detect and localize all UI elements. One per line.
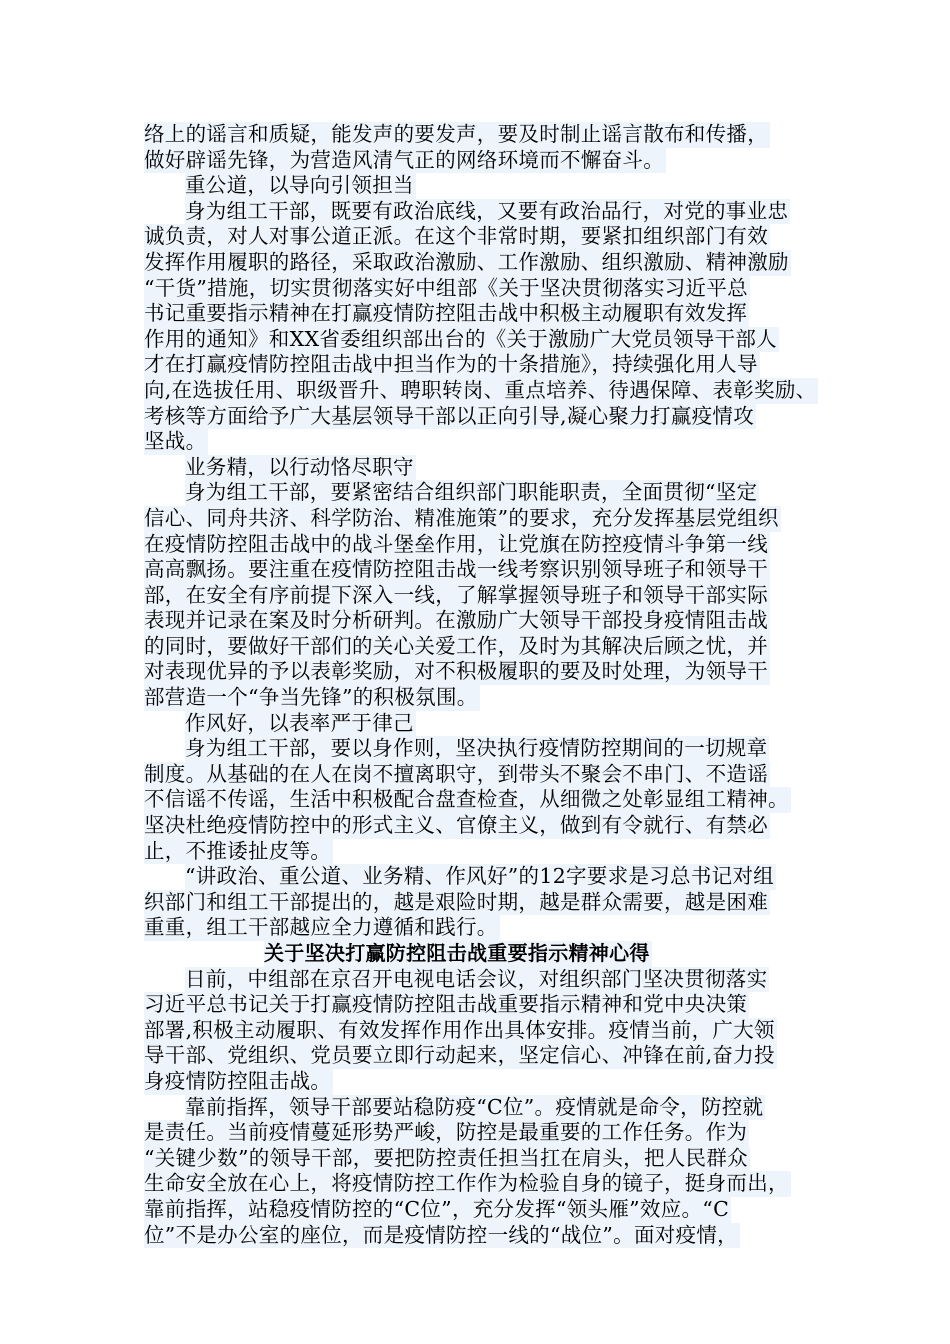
text-line-content: 坚决杜绝疫情防控中的形式主义、官僚主义，做到有令就行、有禁必: [144, 813, 768, 838]
text-line-content: 的同时，要做好干部们的关心关爱工作，及时为其解决后顾之忧，并: [144, 633, 768, 658]
text-line: [144, 506, 824, 532]
text-line: [144, 122, 824, 148]
text-line-content: 关于坚决打赢防控阻击战重要指示精神心得: [264, 941, 650, 965]
text-line-content: “讲政治、重公道、业务精、作风好”的12字要求是习总书记对组: [185, 864, 775, 889]
text-line-content: 作用的通知》和XX省委组织部出台的《关于激励广大党员领导干部人: [144, 326, 777, 351]
text-line: [144, 711, 824, 737]
text-line-content: 作风好，以表率严于律己: [185, 710, 414, 735]
text-line: [144, 864, 824, 890]
text-line: [144, 429, 824, 455]
text-line: [144, 352, 824, 378]
section-heading: [144, 941, 824, 967]
text-line: [144, 583, 824, 609]
text-line-content: 靠前指挥，站稳疫情防控的“C位”，充分发挥“领头雁”效应。“C: [144, 1196, 730, 1221]
text-line-content: 业务精，以行动恪尽职守: [185, 454, 414, 479]
text-line: [144, 1146, 824, 1172]
text-line: [144, 224, 824, 250]
text-line: [144, 455, 824, 481]
text-line: [144, 276, 824, 302]
text-line-content: 高高飘扬。要注重在疫情防控阻击战一线考察识别领导班子和领导干: [144, 557, 768, 582]
text-line: [144, 915, 824, 941]
text-line-content: “干货”措施，切实贯彻落实好中组部《关于坚决贯彻落实习近平总: [144, 275, 748, 300]
text-line-content: 导干部、党组织、党员要立即行动起来，坚定信心、冲锋在前,奋力投: [144, 1043, 775, 1068]
text-line-content: 向,在选拔任用、职级晋升、聘职转岗、重点培养、待遇保障、表彰奖励、: [144, 377, 817, 402]
text-line-content: 生命安全放在心上，将疫情防控工作作为检验自身的镜子，挺身而出，: [144, 1171, 789, 1196]
text-line-content: 部署,积极主动履职、有效发挥作用作出具体安排。疫情当前，广大领: [144, 1017, 775, 1042]
text-line-content: 部，在安全有序前提下深入一线，了解掌握领导班子和领导干部实际: [144, 582, 768, 607]
text-line: [144, 736, 824, 762]
text-line-content: 才在打赢疫情防控阻击战中担当作为的十条措施》，持续强化用人导: [144, 352, 758, 377]
text-line: [144, 1095, 824, 1121]
text-line-content: 重公道，以导向引领担当: [185, 173, 414, 198]
text-line: [144, 839, 824, 865]
text-line-content: 表现并记录在案及时分析研判。在激励广大领导干部投身疫情阻击战: [144, 608, 768, 633]
text-line: [144, 890, 824, 916]
text-line-content: 身疫情防控阻击战。: [144, 1068, 332, 1093]
text-line-content: 发挥作用履职的路径，采取政治激励、工作激励、组织激励、精神激励: [144, 249, 789, 274]
document-page: [144, 122, 824, 1248]
text-line: [144, 404, 824, 430]
text-line: [144, 1120, 824, 1146]
text-line: [144, 787, 824, 813]
text-line-content: 坚战。: [144, 429, 207, 454]
text-line-content: 书记重要指示精神在打赢疫情防控阻击战中积极主动履职有效发挥: [144, 301, 748, 326]
text-line-content: 身为组工干部，要以身作则，坚决执行疫情防控期间的一切规章: [185, 736, 768, 761]
text-line-content: 靠前指挥，领导干部要站稳防疫“C位”。疫情就是命令，防控就: [185, 1094, 764, 1119]
text-line-content: 身为组工干部，既要有政治底线，又要有政治品行，对党的事业忠: [185, 198, 789, 223]
text-line: [144, 301, 824, 327]
text-line-content: 做好辟谣先锋，为营造风清气正的网络环境而不懈奋斗。: [144, 147, 664, 172]
text-line: [144, 762, 824, 788]
text-line-content: 不信谣不传谣，生活中积极配合盘查检查，从细微之处彰显组工精神。: [144, 787, 789, 812]
text-line-content: 络上的谣言和质疑，能发声的要发声，要及时制止谣言散布和传播，: [144, 122, 768, 146]
text-line: [144, 1223, 824, 1249]
text-line: [144, 992, 824, 1018]
text-line: [144, 1069, 824, 1095]
text-line: [144, 557, 824, 583]
text-line: [144, 378, 824, 404]
text-line-content: 部营造一个“争当先锋”的积极氛围。: [144, 685, 478, 710]
text-line-content: 位”不是办公室的座位，而是疫情防控一线的“战位”。面对疫情，: [144, 1222, 738, 1247]
text-line: [144, 634, 824, 660]
text-line-content: 是责任。当前疫情蔓延形势严峻，防控是最重要的工作任务。作为: [144, 1120, 748, 1145]
text-line-content: 织部门和组工干部提出的，越是艰险时期，越是群众需要，越是困难: [144, 889, 768, 914]
text-line-content: 诚负责，对人对事公道正派。在这个非常时期，要紧扣组织部门有效: [144, 224, 768, 249]
text-line: [144, 659, 824, 685]
text-line-content: 习近平总书记关于打赢疫情防控阻击战重要指示精神和党中央决策: [144, 992, 748, 1017]
text-line: [144, 199, 824, 225]
text-line: [144, 480, 824, 506]
text-line-content: 信心、同舟共济、科学防治、精准施策”的要求，充分发挥基层党组织: [144, 505, 779, 530]
text-line-content: 考核等方面给予广大基层领导干部以正向引导,凝心聚力打赢疫情攻: [144, 403, 755, 428]
text-line: [144, 1197, 824, 1223]
text-line: [144, 1171, 824, 1197]
text-line: [144, 173, 824, 199]
text-line-content: 在疫情防控阻击战中的战斗堡垒作用，让党旗在防控疫情斗争第一线: [144, 531, 768, 556]
text-line: [144, 148, 824, 174]
text-line-content: 制度。从基础的在人在岗不擅离职守，到带头不聚会不串门、不造谣: [144, 761, 768, 786]
text-line: [144, 685, 824, 711]
text-line-content: 身为组工干部，要紧密结合组织部门职能职责，全面贯彻“坚定: [185, 480, 758, 505]
text-line: [144, 532, 824, 558]
text-line: [144, 1018, 824, 1044]
text-line: [144, 1043, 824, 1069]
text-line-content: 对表现优异的予以表彰奖励，对不积极履职的要及时处理，为领导干: [144, 659, 768, 684]
text-line-content: 重重，组工干部越应全力遵循和践行。: [144, 915, 498, 940]
text-line: [144, 608, 824, 634]
text-line-content: “关键少数”的领导干部，要把防控责任担当扛在肩头，把人民群众: [144, 1145, 748, 1170]
text-line: [144, 813, 824, 839]
text-line: [144, 250, 824, 276]
text-line: [144, 327, 824, 353]
text-line: [144, 967, 824, 993]
text-line-content: 日前，中组部在京召开电视电话会议，对组织部门坚决贯彻落实: [185, 966, 768, 991]
text-line-content: 止，不推诿扯皮等。: [144, 838, 332, 863]
